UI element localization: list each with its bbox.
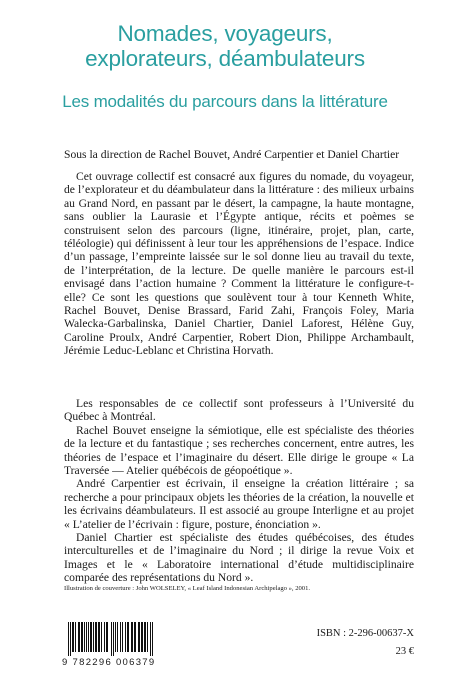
barcode-bars <box>62 622 182 656</box>
barcode-bar <box>150 622 151 656</box>
barcode-bar <box>86 622 87 652</box>
illustration-credit: Illustration de couverture : John WOLSELEY, « Leaf Island Indonesian Archipelago », 2001. <box>64 585 311 592</box>
chartier-paragraph: Daniel Chartier est spécialiste des études québécoises, des études interculturelles et de l’imaginaire du Nord ; il dirige la revue Voix et Images et le « Laboratoire international d’étude multidisciplinaire comparée des représentations du Nord ». <box>64 531 414 585</box>
barcode-bar <box>117 622 118 652</box>
editors-line: Sous la direction de Rachel Bouvet, André Carpentier et Daniel Chartier <box>64 148 400 161</box>
barcode-bar <box>144 622 146 652</box>
barcode-bar <box>111 622 112 656</box>
responsables-paragraph: Les responsables de ce collectif sont professeurs à l’Université du Québec à Montréal. <box>64 397 414 424</box>
barcode-bar <box>72 622 74 652</box>
barcode-bar <box>106 622 108 652</box>
description-paragraph: Cet ouvrage collectif est consacré aux figures du nomade, du voyageur, de l’explorateur et du déambulateur dans la littérature : des milieux urbains au Grand Nord, en passant par le désert, la campagne, la haute montagne, sans oublier la Laurasie et l’Égypte antique, récits et poèmes se construisent selon des parcours (ligne, itinéraire, projet, plan, carte, téléologie) qui définissent à leur tour les appréhensions de l’espace. Indice d’un passage, l’empreinte laissée sur le sol donne lieu au travail du texte, de l’interprétation, de la lecture. De quelle manière le parcours est-il envisagé dans l’action humaine ? Comment la littérature le configure-t-elle? Ce sont les questions que soulèvent tour à tour Kenneth White, Rachel Bouvet, Denise Brassard, Farid Zahi, François Foley, Maria Walecka-Garbalinska, Daniel Chartier, Daniel Laforest, Hélène Guy, Caroline Proulx, André Carpentier, Robert Dion, Philippe Archambault, Jérémie Leduc-Leblanc et Christina Horvath. <box>64 170 414 358</box>
barcode <box>62 622 182 668</box>
barcode-bar <box>138 622 140 652</box>
barcode-bar <box>125 622 126 652</box>
book-subtitle: Les modalités du parcours dans la littérature <box>62 92 388 111</box>
barcode-digits: 9 782296 006379 <box>62 657 156 668</box>
barcode-bar <box>115 622 116 652</box>
barcode-bar <box>134 622 136 652</box>
barcode-bar <box>152 622 153 656</box>
barcode-bar <box>68 622 69 656</box>
barcode-bar <box>90 622 92 652</box>
barcode-bar <box>81 622 83 652</box>
barcode-bar <box>101 622 102 652</box>
carpentier-paragraph: André Carpentier est écrivain, il enseigne la création littéraire ; sa recherche a pour principaux objets les théories de la création, la nouvelle et les écrivains déambulateurs. Il est associé au groupe Interligne et au projet « L’atelier de l’écrivain : figure, posture, énonciation ». <box>64 477 414 531</box>
barcode-bar <box>141 622 143 652</box>
barcode-bar <box>78 622 80 652</box>
authors-block <box>64 397 414 585</box>
barcode-bar <box>113 622 114 656</box>
barcode-bar <box>84 622 85 652</box>
price: 23 € <box>395 646 414 657</box>
barcode-bar <box>131 622 133 652</box>
barcode-bar <box>98 622 100 652</box>
description-block <box>64 170 414 358</box>
barcode-bar <box>104 622 105 652</box>
barcode-bar <box>93 622 94 652</box>
title-line-2: explorateurs, déambulateurs <box>85 45 365 71</box>
barcode-bar <box>70 622 71 656</box>
book-title <box>0 22 450 71</box>
barcode-bar <box>95 622 97 652</box>
isbn: ISBN : 2-296-00637-X <box>316 628 414 639</box>
barcode-bar <box>88 622 89 652</box>
barcode-bar <box>75 622 76 652</box>
title-line-1: Nomades, voyageurs, <box>117 21 333 46</box>
barcode-bar <box>122 622 123 652</box>
barcode-bar <box>147 622 148 652</box>
barcode-bar <box>127 622 129 652</box>
bouvet-paragraph: Rachel Bouvet enseigne la sémiotique, elle est spécialiste des théories de la lecture et du fantastique ; ses recherches concernent, entre autres, les théories de l’espace et l’imaginaire du désert. Elle dirige le groupe « La Traversée — Atelier québécois de géopoétique ». <box>64 423 414 478</box>
barcode-bar <box>120 622 121 652</box>
